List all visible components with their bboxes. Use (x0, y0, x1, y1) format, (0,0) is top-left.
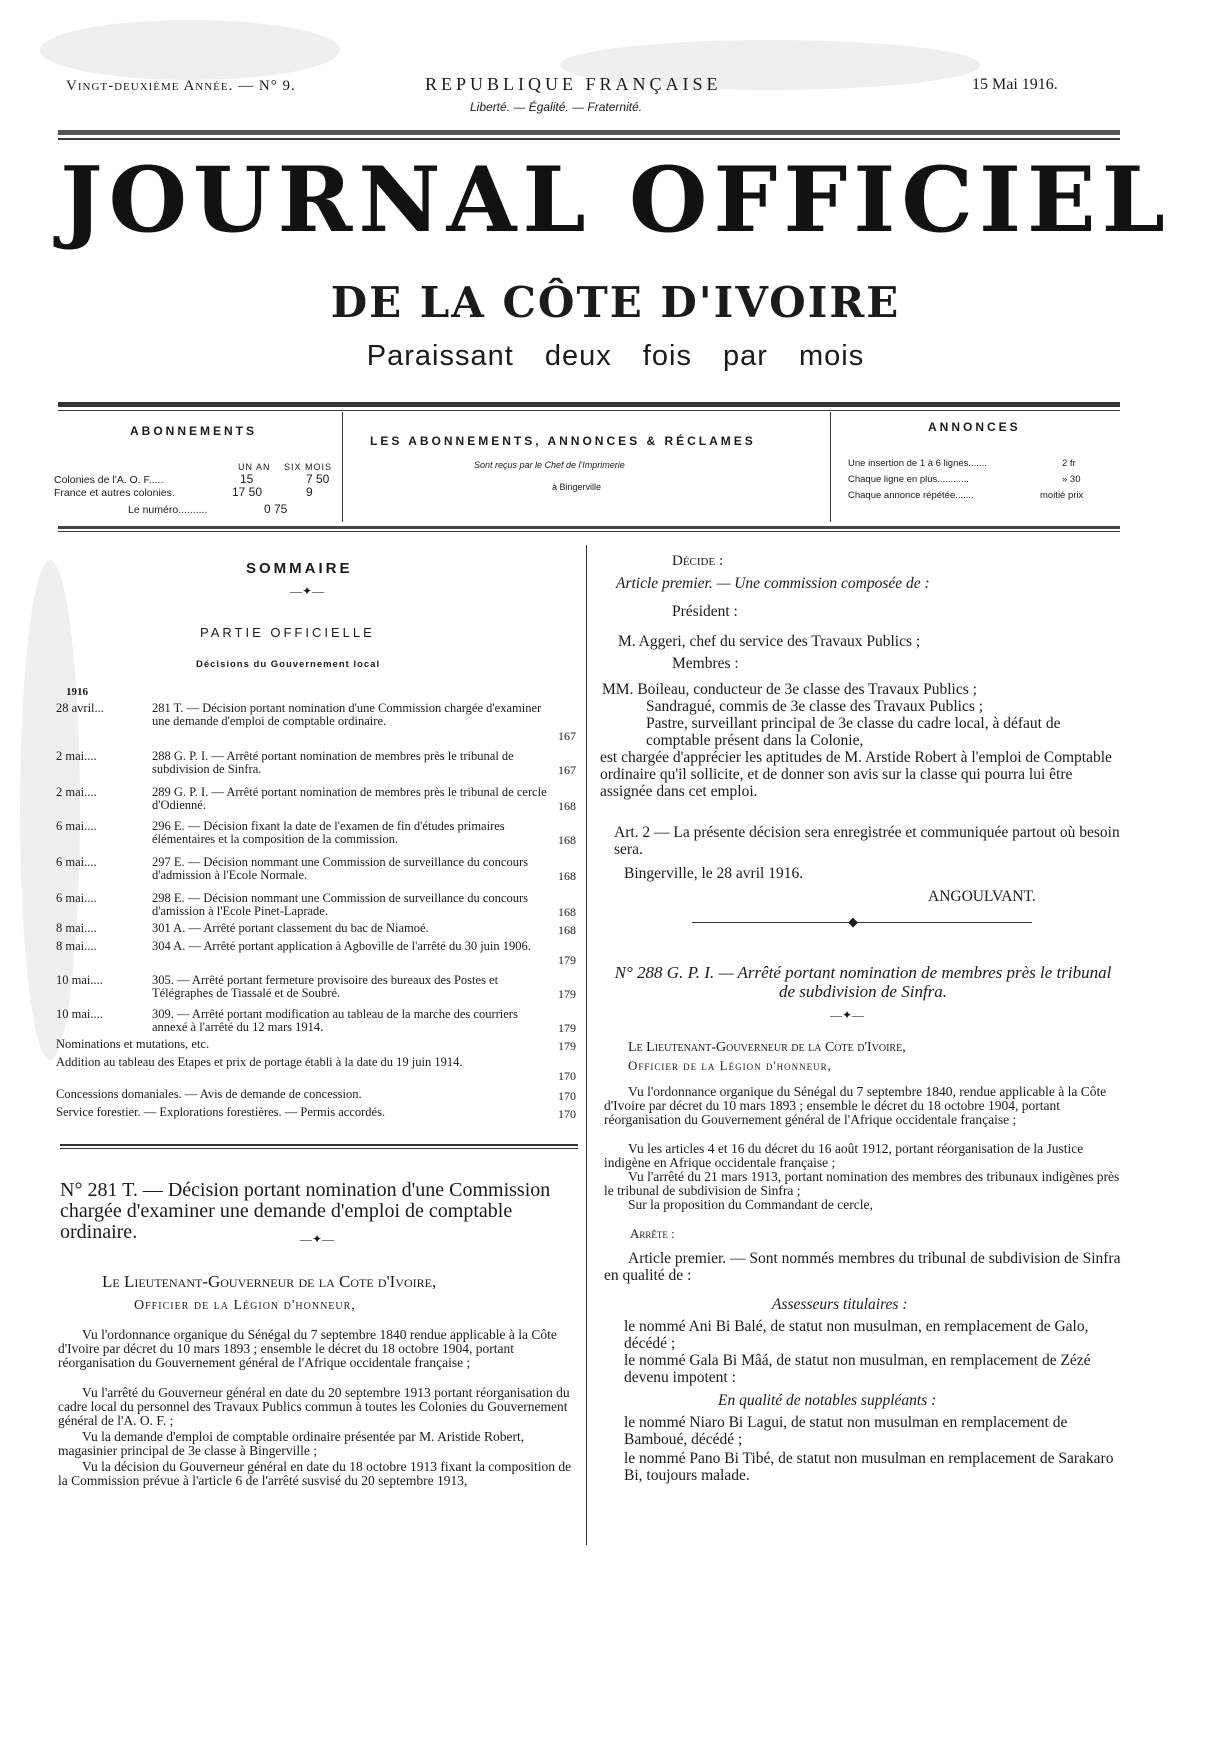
arrete-288-vu3: Vu l'arrêté du 21 mars 1913, portant nomination des membres des tribunaux indigènes près le tribunal de subdivision de Sinfra ; (604, 1169, 1120, 1198)
masthead-title: JOURNAL OFFICIEL (60, 147, 1171, 253)
toc-text: 288 G. P. I. — Arrêté portant nomination de membres près le tribunal de subdivision de Sinfra. (152, 749, 514, 776)
toc-date: 6 mai.... (56, 855, 97, 869)
toc-entry (56, 786, 576, 812)
reclames-line1: Sont reçus par le Chef de l'Imprimerie (474, 460, 625, 470)
annonces-row2-label: Chaque ligne en plus............ (848, 474, 969, 485)
decision-281-heading: N° 281 T. — Décision portant nomination d'une Commission chargée d'examiner une demande d'emploi de comptable ordinaire. (60, 1179, 551, 1243)
sommaire-title: SOMMAIRE (246, 560, 353, 577)
membre-3: Pastre, surveillant principal de 3e classe du cadre local, à défaut de comptable présent dans la Colonie, (646, 715, 1061, 749)
abonnements-row1-label: Colonies de l'A. O. F..... (54, 474, 164, 486)
toc-entry (56, 892, 576, 918)
annonces-row2-value: » 30 (1062, 474, 1081, 485)
place-date: Bingerville, le 28 avril 1916. (624, 865, 804, 882)
toc-page: 167 (558, 728, 576, 743)
ornament-icon: ◆ (848, 914, 858, 929)
box-separator (342, 412, 343, 522)
abonnements-row1-year: 15 (240, 472, 254, 486)
top-rule (58, 130, 1120, 135)
toc-page: 168 (558, 904, 576, 919)
toc-text: 298 E. — Décision nommant une Commission de surveillance du concours d'amission à l'Ecole Pinet-Laprade. (152, 891, 528, 918)
abonnements-col1: UN AN (238, 462, 271, 472)
annonces-row3-value: moitié prix (1040, 490, 1084, 501)
toc-date: 8 mai.... (56, 921, 97, 935)
toc-page: 179 (558, 1038, 576, 1053)
toc-text: 289 G. P. I. — Arrêté portant nomination de membres près le tribunal de cercle d'Odienné. (152, 785, 547, 812)
box-top-rule-thin (58, 410, 1120, 411)
toc-entry (56, 702, 576, 742)
notable-1: le nommé Niaro Bi Lagui, de statut non musulman en remplacement de Bamboué, décédé ; (624, 1414, 1068, 1448)
section-title: Décisions du Gouvernement local (196, 659, 381, 670)
toc-page: 170 (558, 1068, 576, 1083)
annonces-row1-label: Une insertion de 1 à 6 lignes....... (848, 458, 987, 469)
republic-label: REPUBLIQUE FRANÇAISE (425, 74, 722, 94)
president-name: M. Aggeri, chef du service des Travaux Publics ; (618, 633, 921, 650)
toc-entry (56, 1008, 576, 1034)
toc-page: 168 (558, 798, 576, 813)
annonces-row3-label: Chaque annonce répétée....... (848, 490, 974, 501)
numero-value: 0 75 (264, 502, 288, 516)
abonnements-row2-label: France et autres colonies. (54, 487, 175, 499)
toc-date: 2 mai.... (56, 785, 97, 799)
toc-misc (56, 1056, 576, 1082)
toc-entry (56, 940, 576, 966)
issue-date: 15 Mai 1916. (972, 76, 1058, 93)
toc-date: 6 mai.... (56, 819, 97, 833)
box-separator (830, 412, 831, 522)
box-bottom-rule (58, 526, 1120, 529)
arrete-288-vu4: Sur la proposition du Commandant de cercle, (628, 1197, 873, 1212)
toc-text: 309. — Arrêté portant modification au tableau de la marche des courriers annexé à l'arrêté du 12 mars 1914. (152, 1007, 518, 1034)
arrete-288-heading: N° 288 G. P. I. — Arrêté portant nomination de membres près le tribunal de subdivision de Sinfra. (614, 963, 1112, 1001)
masthead-tagline: Paraissant deux fois par mois (366, 340, 865, 372)
issue-number: Vingt-deuxième Année. — N° 9. (66, 78, 296, 94)
annonces-title: ANNONCES (928, 420, 1021, 434)
partie-officielle: PARTIE OFFICIELLE (200, 625, 375, 640)
membre-2: Sandragué, commis de 3e classe des Travaux Publics ; (646, 698, 984, 715)
toc-year: 1916 (66, 686, 88, 698)
assesseur-2: le nommé Gala Bi Mâá, de statut non musulman, en remplacement de Zézé devenu impotent : (624, 1352, 1091, 1386)
president-label: Président : (672, 603, 738, 620)
toc-page: 168 (558, 832, 576, 847)
assesseurs-label: Assesseurs titulaires : (772, 1296, 908, 1313)
reclames-line2: à Bingerville (552, 482, 602, 492)
toc-page: 170 (558, 1106, 576, 1121)
section-rule (692, 922, 1032, 923)
arrete-288-vu1: Vu l'ordonnance organique du Sénégal du 7 septembre 1840, rendue applicable à la Côte d'Ivoire par décret du 10 mars 1893 ; ensemble le décret du 18 octobre 1904, portant réorganisation du Gouvernement général de l'Afrique occidentale française ; (604, 1084, 1107, 1127)
toc-page: 167 (558, 762, 576, 777)
toc-entry (56, 922, 576, 936)
toc-text: 305. — Arrêté portant fermeture provisoire des bureaux des Postes et Télégraphes de Tiassalé et de Soubré. (152, 973, 499, 1000)
toc-text: Concessions domaniales. — Avis de demande de concession. (56, 1087, 362, 1101)
ornament-icon: —✦— (830, 1008, 865, 1022)
toc-entry (56, 974, 576, 1000)
ornament-icon: —✦— (290, 584, 325, 598)
toc-entry (56, 750, 576, 776)
arrete-288-vu2: Vu les articles 4 et 16 du décret du 16 août 1912, portant réorganisation de la Justice indigène en Afrique occidentale française ; (604, 1141, 1084, 1170)
toc-page: 179 (558, 1020, 576, 1035)
abonnements-row2-year: 17 50 (232, 485, 263, 499)
notables-label: En qualité de notables suppléants : (718, 1392, 937, 1409)
section-rule (60, 1144, 578, 1146)
assesseur-1: le nommé Ani Bi Balé, de statut non musulman, en remplacement de Galo, décédé ; (624, 1318, 1089, 1352)
toc-date: 10 mai.... (56, 1007, 103, 1021)
toc-entry (56, 856, 576, 882)
arrete-288-gov2: Officier de la Légion d'honneur, (628, 1058, 832, 1073)
toc-text: 297 E. — Décision nommant une Commission de surveillance du concours d'admission à l'Ecole Normale. (152, 855, 528, 882)
toc-misc (56, 1106, 576, 1120)
toc-date: 2 mai.... (56, 749, 97, 763)
reclames-title: LES ABONNEMENTS, ANNONCES & RÉCLAMES (370, 434, 756, 448)
article-premier: Article premier. — Une commission composée de : (616, 575, 930, 592)
toc-text: Service forestier. — Explorations forestières. — Permis accordés. (56, 1105, 386, 1119)
arrete-288-article: Article premier. — Sont nommés membres du tribunal de subdivision de Sinfra en qualité de : (604, 1250, 1121, 1284)
abonnements-title: ABONNEMENTS (130, 424, 258, 438)
decision-281-vu2: Vu l'arrêté du Gouverneur général en date du 20 septembre 1913 portant réorganisation du cadre local du personnel des Travaux Publics commun à toutes les Colonies du Gouvernement général de l'A. O. F. ; (58, 1385, 570, 1428)
abonnements-col2: SIX MOIS (284, 462, 333, 472)
column-divider (586, 545, 587, 1545)
article-2: Art. 2 — La présente décision sera enregistrée et communiquée partout où besoin sera. (614, 824, 1120, 858)
decide-label: Décide : (672, 553, 724, 569)
toc-date: 6 mai.... (56, 891, 97, 905)
decision-281-vu1: Vu l'ordonnance organique du Sénégal du 7 septembre 1840 rendue applicable à la Côte d'Ivoire par décret du 10 mars 1893 ; ensemble le décret du 18 octobre 1904, portant réorganisation du Gouvernement général de l'Afrique occidentale française ; (58, 1327, 557, 1370)
toc-text: 301 A. — Arrêté portant classement du bac de Niamoé. (152, 921, 429, 935)
toc-entry (56, 820, 576, 846)
arrete-288-gov1: Le Lieutenant-Gouverneur de la Cote d'Ivoire, (628, 1040, 906, 1055)
ornament-icon: —✦— (300, 1232, 335, 1246)
paper-stain (40, 20, 340, 80)
toc-text: 296 E. — Décision fixant la date de l'examen de fin d'études primaires élémentaires et la composition de la commission. (152, 819, 505, 846)
box-top-rule (58, 402, 1120, 407)
toc-text: Addition au tableau des Etapes et prix de portage établi à la date du 19 juin 1914. (56, 1055, 463, 1069)
toc-page: 179 (558, 952, 576, 967)
section-rule-thin (60, 1148, 578, 1149)
annonces-row1-value: 2 fr (1062, 458, 1076, 469)
toc-page: 170 (558, 1088, 576, 1103)
abonnements-row1-six: 7 50 (306, 472, 330, 486)
toc-text: 304 A. — Arrêté portant application à Agboville de l'arrêté du 30 juin 1906. (152, 939, 531, 953)
numero-label: Le numéro.......... (128, 504, 208, 516)
arrete-label: Arrête : (630, 1226, 675, 1241)
toc-date: 8 mai.... (56, 939, 97, 953)
top-rule-thin (58, 138, 1120, 140)
decision-281-vu3: Vu la demande d'emploi de comptable ordinaire présentée par M. Aristide Robert, magasinier principal de 3e classe à Bingerville ; (58, 1429, 525, 1458)
abonnements-row2-six: 9 (306, 485, 313, 499)
decision-281-vu4: Vu la décision du Gouverneur général en date du 18 octobre 1913 fixant la composition de la Commission prévue à l'article 6 de l'arrêté susvisé du 20 septembre 1913, (58, 1459, 572, 1488)
toc-page: 179 (558, 986, 576, 1001)
masthead-subtitle: DE LA CÔTE D'IVOIRE (330, 278, 901, 327)
toc-page: 168 (558, 922, 576, 937)
box-bottom-rule-thin (58, 531, 1120, 532)
toc-misc (56, 1088, 576, 1102)
notable-2: le nommé Pano Bi Tibé, de statut non musulman en remplacement de Sarakaro Bi, toujours malade. (624, 1450, 1114, 1484)
toc-text: Nominations et mutations, etc. (56, 1037, 210, 1051)
toc-text: 281 T. — Décision portant nomination d'une Commission chargée d'examiner une demande d'emploi de comptable ordinaire. (152, 701, 542, 728)
toc-date: 28 avril... (56, 701, 104, 715)
decision-281-gov2: Officier de la Légion d'honneur, (134, 1298, 356, 1313)
charge-text: est chargée d'apprécier les aptitudes de M. Arstide Robert à l'emploi de Comptable ordinaire qu'il sollicite, et de donner son avis sur la classe qui pourra lui être assignée dans cet emploi. (600, 749, 1112, 800)
motto: Liberté. — Égalité. — Fraternité. (470, 100, 643, 114)
decision-281-gov1: Le Lieutenant-Gouverneur de la Cote d'Ivoire, (102, 1272, 437, 1291)
membre-1: MM. Boileau, conducteur de 3e classe des Travaux Publics ; (602, 681, 977, 698)
toc-page: 168 (558, 868, 576, 883)
membres-label: Membres : (672, 655, 739, 672)
toc-date: 10 mai.... (56, 973, 103, 987)
toc-misc (56, 1038, 576, 1052)
signature: ANGOULVANT. (928, 888, 1036, 905)
